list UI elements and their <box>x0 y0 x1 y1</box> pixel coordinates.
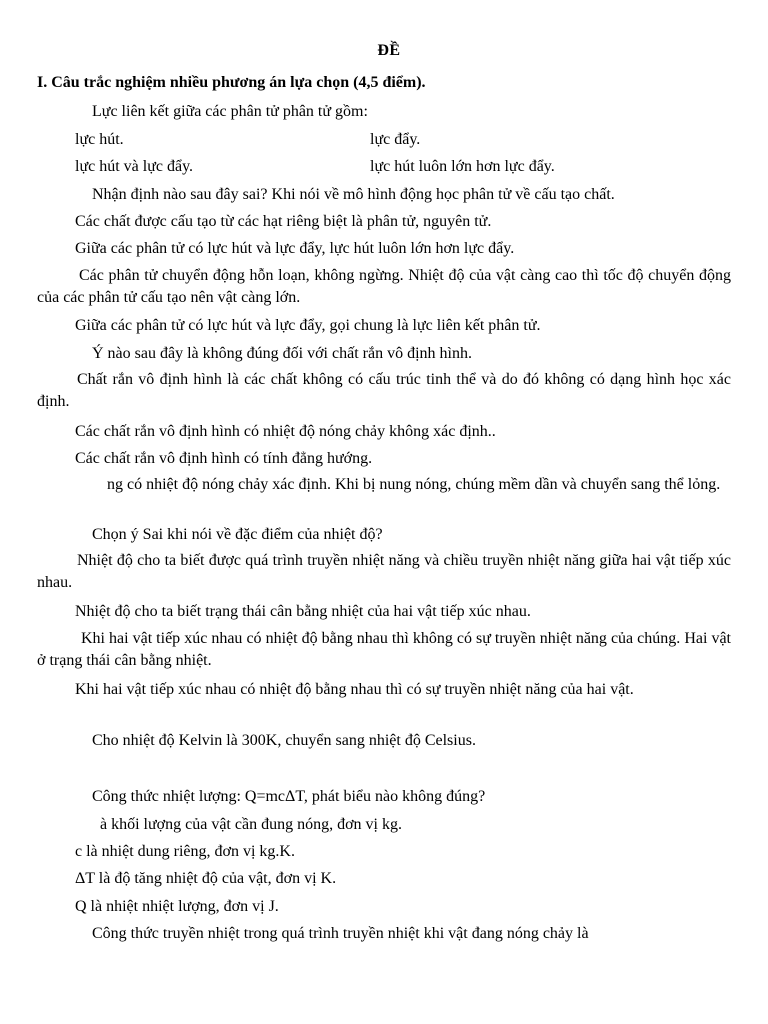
question-5: Cho nhiệt độ Kelvin là 300K, chuyển sang nhiệt độ Celsius. <box>92 732 476 749</box>
question-1: Lực liên kết giữa các phân tử phân tử gồm: <box>92 103 368 120</box>
question-1-option-b: lực đẩy. <box>370 131 421 148</box>
section-heading: I. Câu trắc nghiệm nhiều phương án lựa chọn (4,5 điểm). <box>37 74 426 91</box>
question-6-option-b: c là nhiệt dung riêng, đơn vị kg.K. <box>75 843 295 860</box>
question-1-option-c: lực hút và lực đẩy. <box>75 158 194 175</box>
question-1-option-a: lực hút. <box>75 131 124 148</box>
question-7: Công thức truyền nhiệt trong quá trình truyền nhiệt khi vật đang nóng chảy là <box>92 925 589 942</box>
question-3-option-b: Các chất rắn vô định hình có nhiệt độ nóng chảy không xác định.. <box>75 423 496 440</box>
question-3-option-a: Chất rắn vô định hình là các chất không có cấu trúc tinh thể và do đó không có dạng hình học xác định. <box>37 371 731 410</box>
question-1-options-row-2 <box>75 156 755 178</box>
question-2-option-d: Giữa các phân tử có lực hút và lực đẩy, gọi chung là lực liên kết phân tử. <box>75 317 541 334</box>
question-6-option-a: à khối lượng của vật cần đung nóng, đơn vị kg. <box>100 816 402 833</box>
question-2: Nhận định nào sau đây sai? Khi nói về mô hình động học phân tử về cấu tạo chất. <box>92 186 615 203</box>
question-2-option-c: Các phân tử chuyển động hỗn loạn, không ngừng. Nhiệt độ của vật càng cao thì tốc độ chuyển động của các phân tử cấu tạo nên vật càng lớn. <box>37 267 731 306</box>
question-1-options-row-1 <box>75 129 755 151</box>
question-4-option-d: Khi hai vật tiếp xúc nhau có nhiệt độ bằng nhau thì có sự truyền nhiệt năng của hai vật. <box>75 681 634 698</box>
question-3-option-d: ng có nhiệt độ nóng chảy xác định. Khi bị nung nóng, chúng mềm dần và chuyển sang thể lỏng. <box>107 476 721 493</box>
question-4-option-c: Khi hai vật tiếp xúc nhau có nhiệt độ bằng nhau thì không có sự truyền nhiệt năng của chúng. Hai vật ở trạng thái cân bằng nhiệt. <box>37 630 731 669</box>
question-1-option-d: lực hút luôn lớn hơn lực đẩy. <box>370 158 555 175</box>
question-2-option-a: Các chất được cấu tạo từ các hạt riêng biệt là phân tử, nguyên tử. <box>75 213 492 230</box>
question-6-option-d: Q là nhiệt nhiệt lượng, đơn vị J. <box>75 898 279 915</box>
page-title: ĐỀ <box>377 42 401 59</box>
question-2-option-b: Giữa các phân tử có lực hút và lực đẩy, lực hút luôn lớn hơn lực đẩy. <box>75 240 515 257</box>
question-4-option-a: Nhiệt độ cho ta biết được quá trình truyền nhiệt năng và chiều truyền nhiệt năng giữa hai vật tiếp xúc nhau. <box>37 552 731 591</box>
question-3: Ý nào sau đây là không đúng đối với chất rắn vô định hình. <box>92 345 472 362</box>
question-4-option-b: Nhiệt độ cho ta biết trạng thái cân bằng nhiệt của hai vật tiếp xúc nhau. <box>75 603 531 620</box>
question-6: Công thức nhiệt lượng: Q=mcΔT, phát biểu nào không đúng? <box>92 788 486 805</box>
question-4: Chọn ý Sai khi nói về đặc điểm của nhiệt độ? <box>92 526 383 543</box>
question-3-option-c: Các chất rắn vô định hình có tính đẳng hướng. <box>75 450 373 467</box>
question-6-option-c: ΔT là độ tăng nhiệt độ của vật, đơn vị K. <box>75 870 337 887</box>
